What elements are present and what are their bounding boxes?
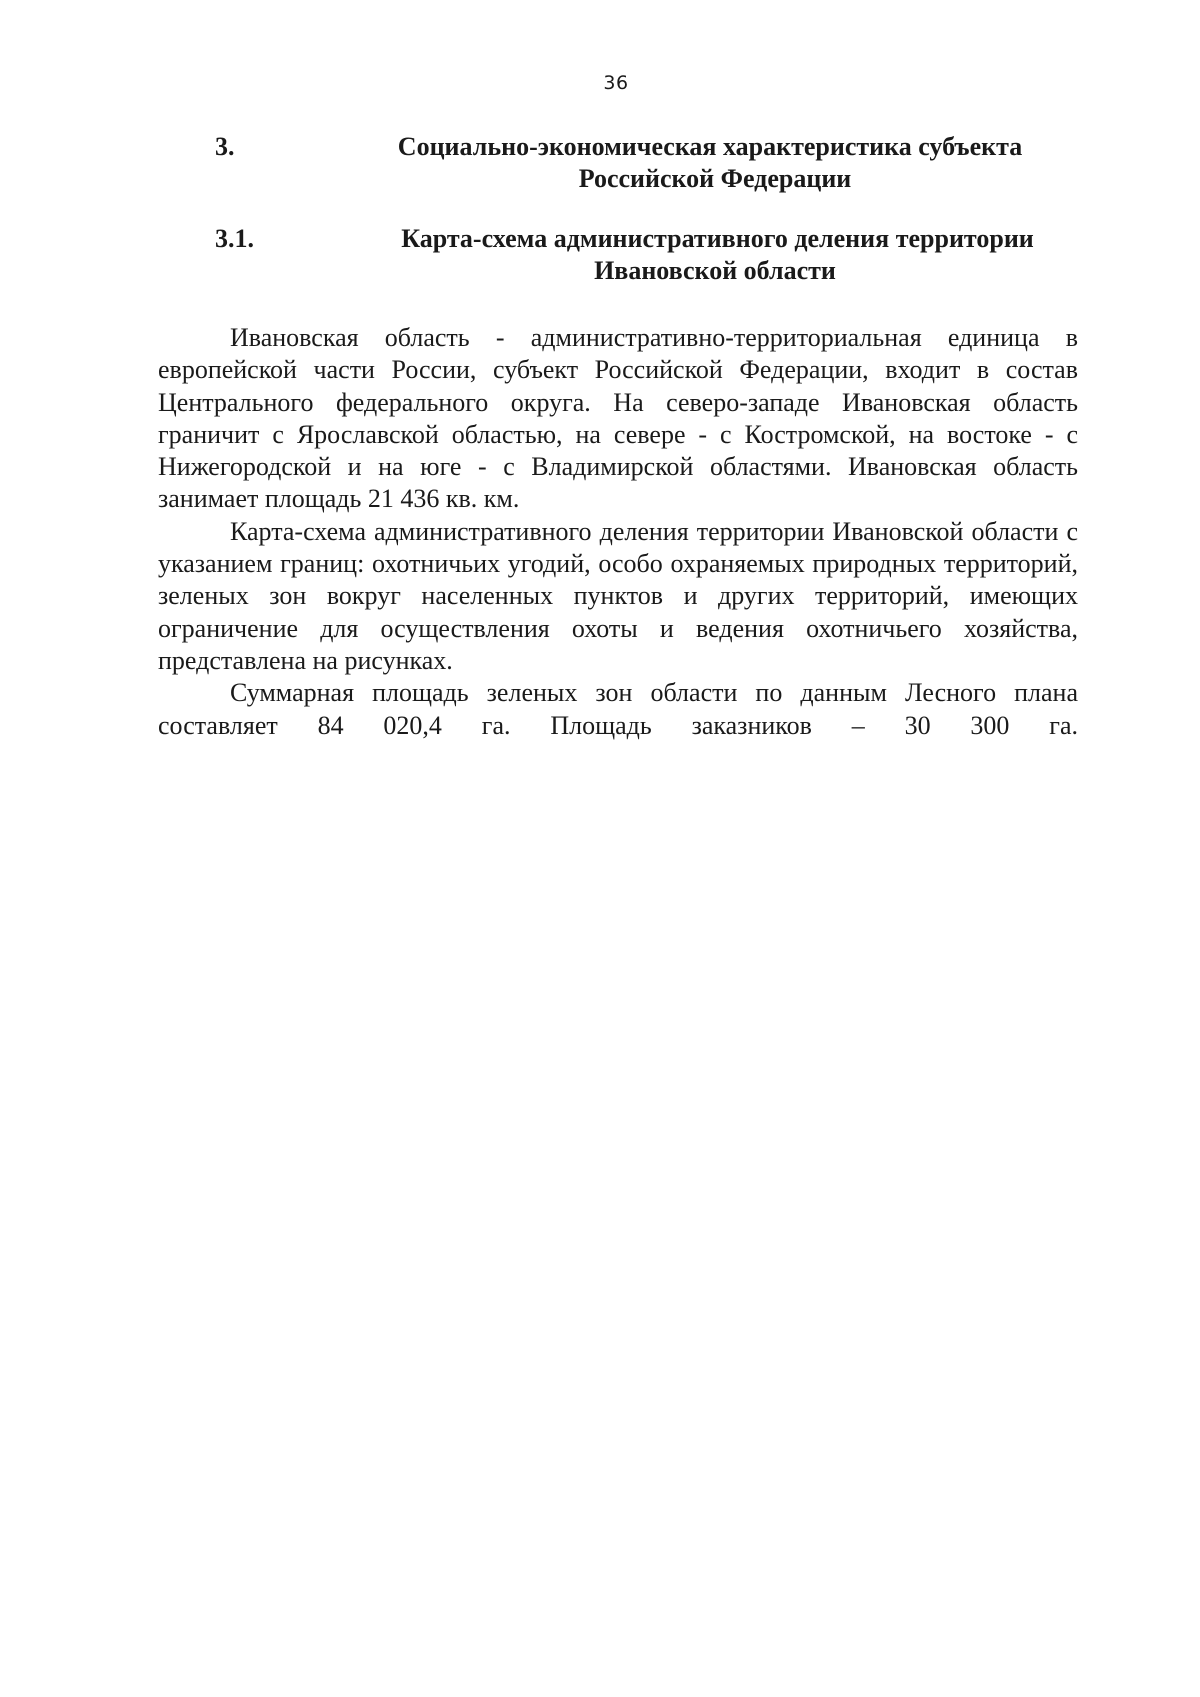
subsection-heading — [215, 223, 1075, 287]
subsection-title-line1: Карта-схема административного деления территории — [401, 224, 1034, 253]
paragraph-map-description: Карта-схема административного деления территории Ивановской области с указанием границ: охотничьих угодий, особо охраняемых природных территорий, зеленых зон вокруг населенных пунктов и других территорий, имеющих ограничение для осуществления охоты и ведения охотничьего хозяйства, представлена на рисунках. — [158, 516, 1078, 675]
paragraph-green-zones: Суммарная площадь зеленых зон области по данным Лесного плана составляет 84 020,4 га. Площадь заказников – 30 300 га. — [158, 678, 1078, 740]
paragraph-overview: Ивановская область - административно-территориальная единица в европейской части России, субъект Российской Федерации, входит в состав Центрального федерального округа. На северо-западе Ивановская область граничит с Ярославской областью, на севере - с Костромской, на востоке - с Нижегородской и на юге - с Владимирской областями. Ивановская область занимает площадь 21 436 кв. км. — [158, 323, 1078, 514]
page-number: 36 — [603, 72, 629, 94]
body-text — [158, 322, 1078, 742]
section-heading — [215, 131, 1075, 195]
section-title-line1: Социально-экономическая характеристика субъекта — [397, 132, 1023, 161]
subsection-number: 3.1. — [215, 224, 254, 253]
subsection-title-line2: Ивановской области — [594, 256, 836, 285]
section-title-line2: Российской Федерации — [578, 164, 852, 193]
section-number: 3. — [215, 132, 235, 161]
